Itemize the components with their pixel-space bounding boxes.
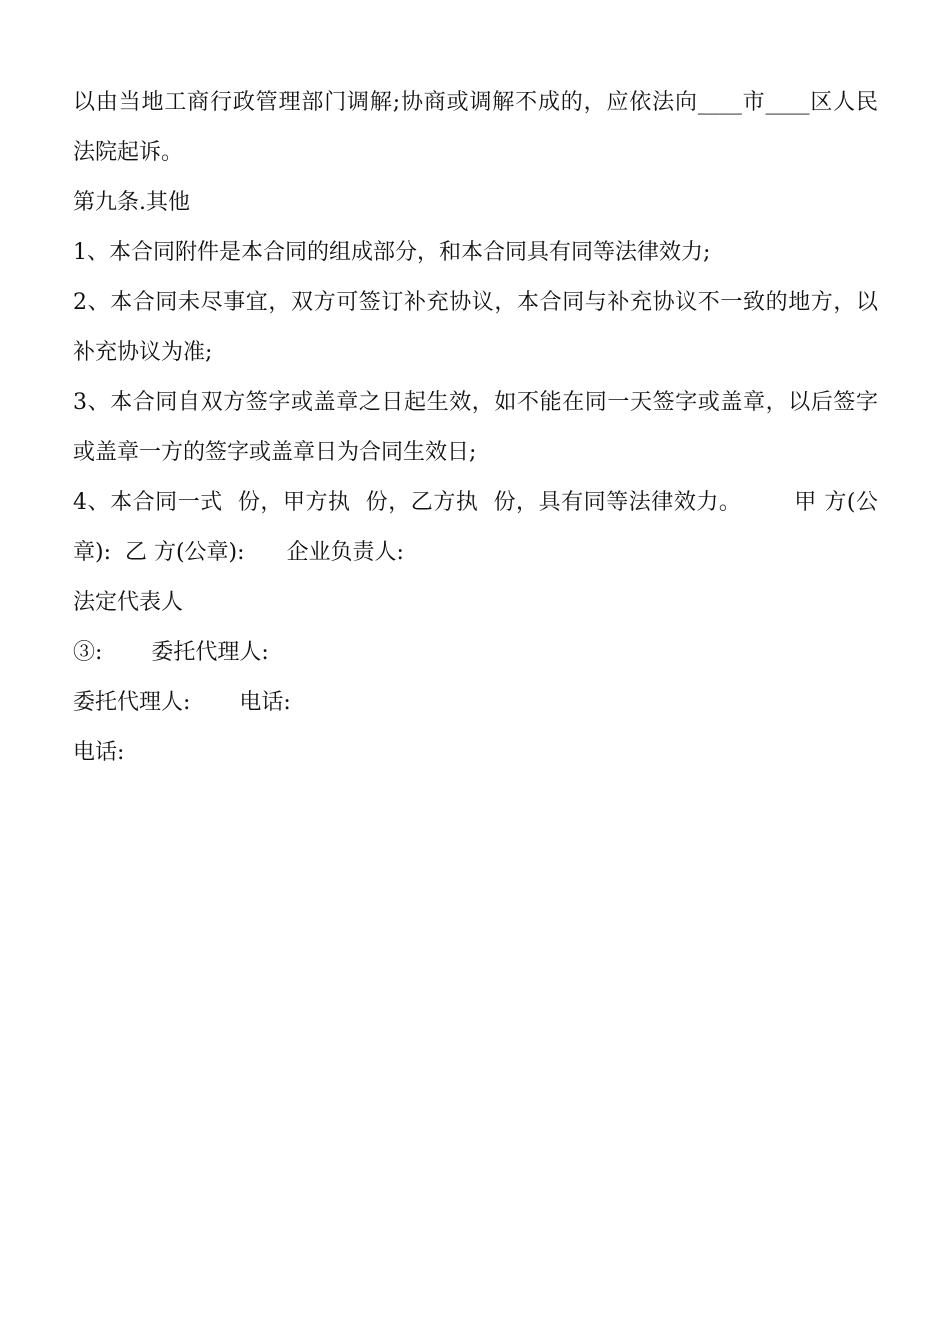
signature-line: 法定代表人 <box>73 590 184 615</box>
clause-item-continuation: 或盖章一方的签字或盖章日为合同生效日; <box>73 440 477 465</box>
clause-item: 4、本合同一式 份，甲方执 份，乙方执 份，具有同等法律效力。 甲 方(公 <box>73 490 878 515</box>
clause-item-continuation: 补充协议为准; <box>73 340 213 365</box>
paragraph-line: 以由当地工商行政管理部门调解;协商或调解不成的，应依法向____市____区人民 <box>73 90 878 115</box>
paragraph-line: 法院起诉。 <box>73 140 184 165</box>
clause-item: 2、本合同未尽事宜，双方可签订补充协议，本合同与补充协议不一致的地方，以 <box>73 290 878 315</box>
signature-line: ③: 委托代理人: <box>73 640 269 665</box>
clause-item: 3、本合同自双方签字或盖章之日起生效，如不能在同一天签字或盖章，以后签字 <box>73 390 878 415</box>
signature-line: 电话: <box>73 740 125 765</box>
signature-line: 章): 乙 方(公章): 企业负责人: <box>73 540 404 565</box>
section-heading: 第九条.其他 <box>73 190 190 215</box>
clause-item: 1、本合同附件是本合同的组成部分，和本合同具有同等法律效力; <box>73 240 711 265</box>
document-body <box>73 78 878 778</box>
signature-line: 委托代理人: 电话: <box>73 690 291 715</box>
